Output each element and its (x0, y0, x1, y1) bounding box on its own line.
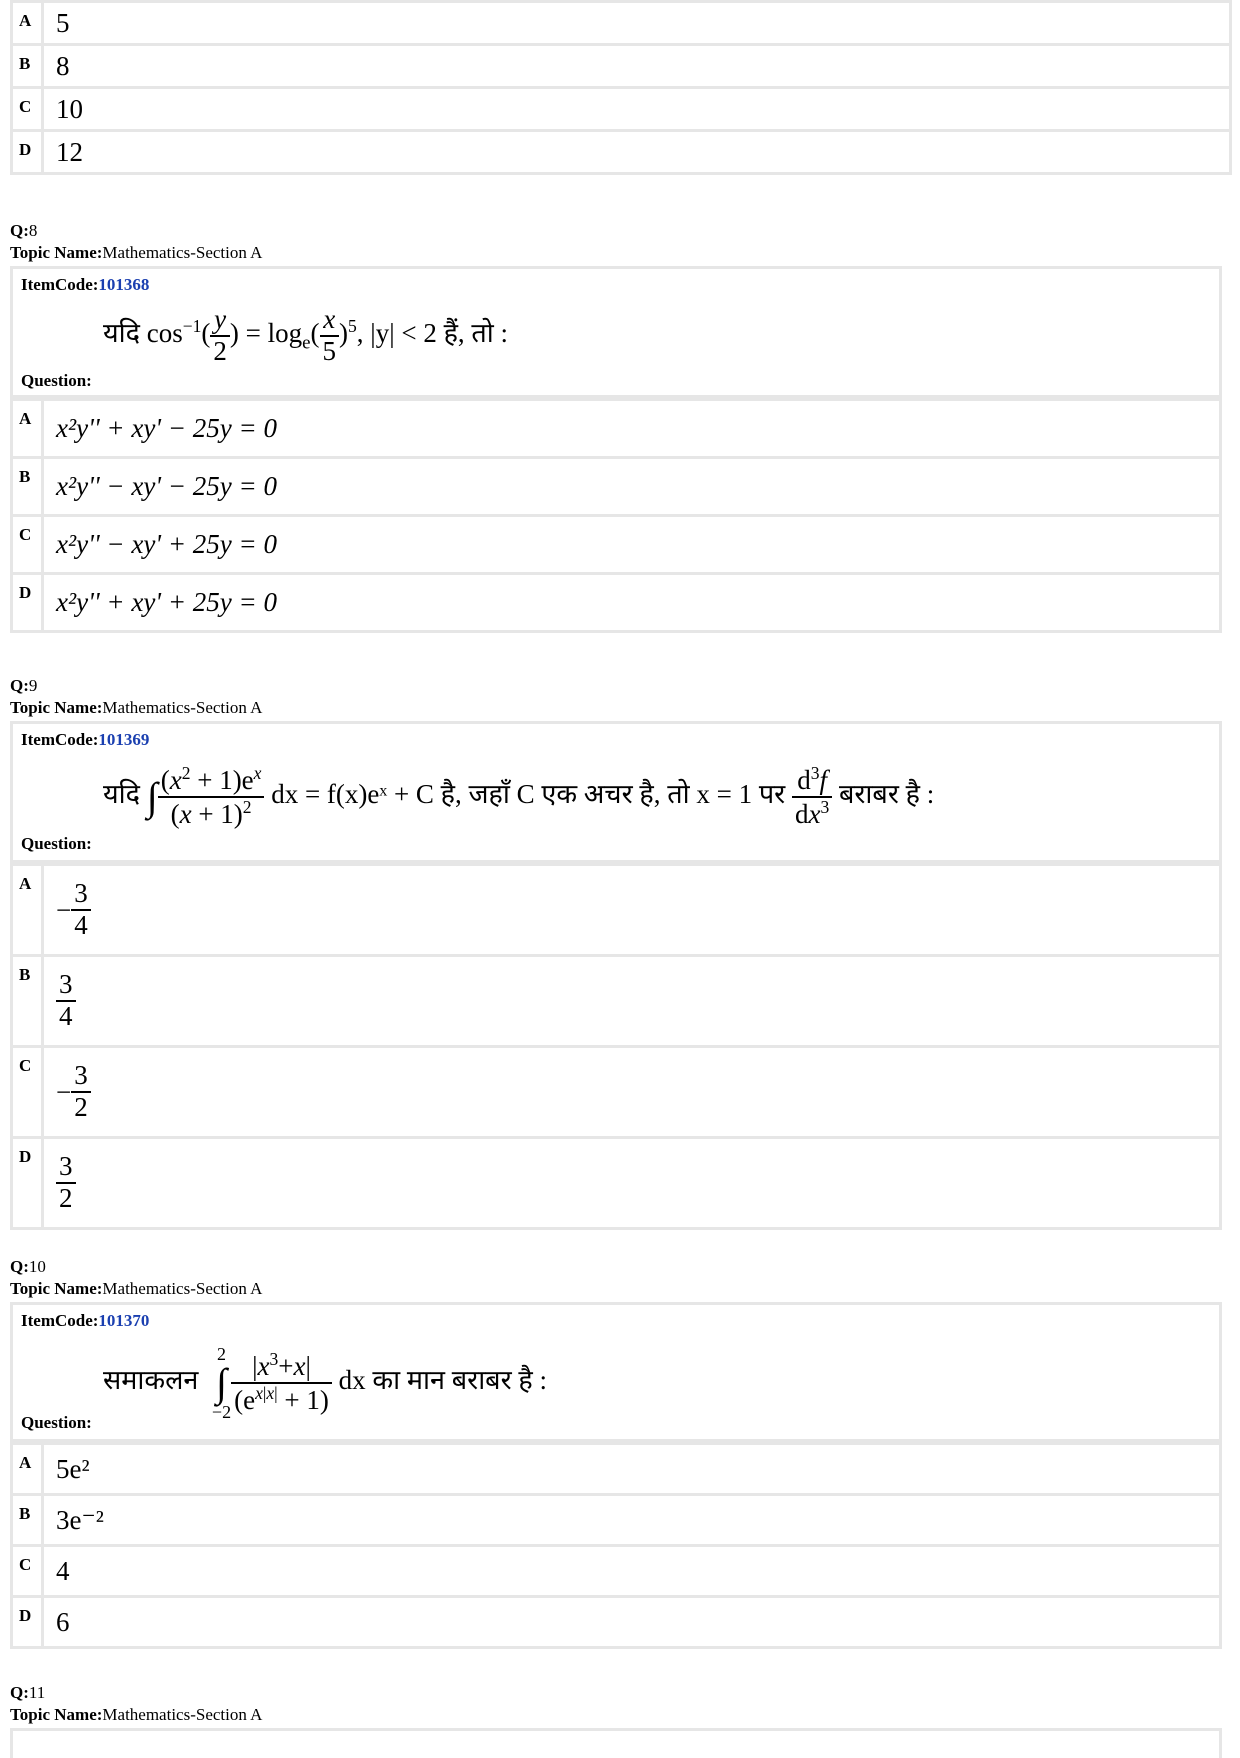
option-row[interactable] (13, 132, 1229, 172)
q-label: Q: (10, 676, 29, 695)
option-value: $\frac{3}{2}$ (44, 1139, 1219, 1227)
question-label: Question: (21, 834, 92, 853)
option-value: x²y'' + xy' − 25y = 0 (44, 401, 1219, 456)
q-label: Q: (10, 221, 29, 240)
option-letter: A (13, 3, 41, 43)
question-number: 11 (28, 1683, 46, 1702)
topic-label: Topic Name: (10, 1279, 103, 1298)
options-table-8 (10, 398, 1222, 633)
option-letter: D (13, 1598, 41, 1646)
option-letter: C (13, 1547, 41, 1595)
topic-label: Topic Name: (10, 243, 103, 262)
option-letter: C (13, 517, 41, 572)
option-row[interactable] (13, 957, 1219, 1045)
prev-options-table (10, 0, 1232, 175)
question-number: 10 (28, 1257, 46, 1276)
question-text: यदि $\cos^{-1}$( $\frac{y}{2}$ ) = $\log_e$( $\frac{x}{5}$ )$^5$, |y| < 2 हैं, तो : (103, 304, 509, 366)
option-row[interactable] (13, 575, 1219, 630)
option-letter: A (13, 866, 41, 954)
option-letter: B (13, 459, 41, 514)
question-text: यदि ∫ $\frac{(x^2 + 1)e^x}{(x + 1)^2}$ dx = f(x)eˣ + C है, जहाँ C एक अचर है, तो x = 1 पर $\frac{d^3f}{dx^3}$ बराबर है : (103, 763, 935, 829)
item-code: ItemCode:101368 (21, 275, 150, 294)
topic-label: Topic Name: (10, 1705, 103, 1724)
option-value: 6 (44, 1598, 1219, 1646)
option-value: $\frac{3}{4}$ (44, 957, 1219, 1045)
option-letter: B (13, 1496, 41, 1544)
option-value: − $\frac{3}{4}$ (44, 866, 1219, 954)
question-number: 8 (28, 221, 38, 240)
option-letter: D (13, 132, 41, 172)
q-label: Q: (10, 1683, 29, 1702)
topic-name: Mathematics-Section A (102, 1705, 263, 1724)
option-row[interactable] (13, 89, 1229, 129)
option-letter: A (13, 1445, 41, 1493)
option-letter: C (13, 89, 41, 129)
question-header-8 (10, 220, 262, 264)
option-value: 5 (44, 3, 1229, 43)
option-letter: B (13, 46, 41, 86)
option-value: 3e⁻² (44, 1496, 1219, 1544)
option-value: − $\frac{3}{2}$ (44, 1048, 1219, 1136)
option-value: 4 (44, 1547, 1219, 1595)
item-code: ItemCode:101370 (21, 1311, 150, 1330)
question-label: Question: (21, 1413, 92, 1432)
topic-name: Mathematics-Section A (102, 1279, 263, 1298)
option-row[interactable] (13, 866, 1219, 954)
option-row[interactable] (13, 1547, 1219, 1595)
option-row[interactable] (13, 517, 1219, 572)
question-header-10 (10, 1256, 262, 1300)
option-row[interactable] (13, 401, 1219, 456)
options-table-9 (10, 863, 1222, 1230)
option-letter: A (13, 401, 41, 456)
topic-label: Topic Name: (10, 698, 103, 717)
question-box-10 (10, 1302, 1222, 1442)
option-value: 10 (44, 89, 1229, 129)
option-row[interactable] (13, 3, 1229, 43)
q-label: Q: (10, 1257, 29, 1276)
option-row[interactable] (13, 46, 1229, 86)
option-value: x²y'' + xy' + 25y = 0 (44, 575, 1219, 630)
question-number: 9 (28, 676, 38, 695)
option-letter: C (13, 1048, 41, 1136)
option-value: 5e² (44, 1445, 1219, 1493)
option-row[interactable] (13, 1598, 1219, 1646)
option-value: 12 (44, 132, 1229, 172)
topic-name: Mathematics-Section A (102, 243, 263, 262)
option-row[interactable] (13, 459, 1219, 514)
topic-name: Mathematics-Section A (102, 698, 263, 717)
option-value: x²y'' − xy' − 25y = 0 (44, 459, 1219, 514)
option-row[interactable] (13, 1496, 1219, 1544)
option-value: x²y'' − xy' + 25y = 0 (44, 517, 1219, 572)
options-table-10 (10, 1442, 1222, 1649)
option-row[interactable] (13, 1139, 1219, 1227)
question-text: समाकलन 2 ∫ −2 $\frac{|x^3+x|}{(e^{x|x|} + 1)}$ dx का मान बराबर है : (103, 1344, 547, 1422)
option-row[interactable] (13, 1445, 1219, 1493)
option-letter: D (13, 1139, 41, 1227)
question-box-8 (10, 266, 1222, 398)
question-box-11 (10, 1728, 1222, 1758)
question-header-9 (10, 675, 262, 719)
option-value: 8 (44, 46, 1229, 86)
option-row[interactable] (13, 1048, 1219, 1136)
item-code: ItemCode:101369 (21, 730, 150, 749)
question-header-11 (10, 1682, 262, 1726)
option-letter: B (13, 957, 41, 1045)
question-box-9 (10, 721, 1222, 863)
question-label: Question: (21, 371, 92, 390)
option-letter: D (13, 575, 41, 630)
